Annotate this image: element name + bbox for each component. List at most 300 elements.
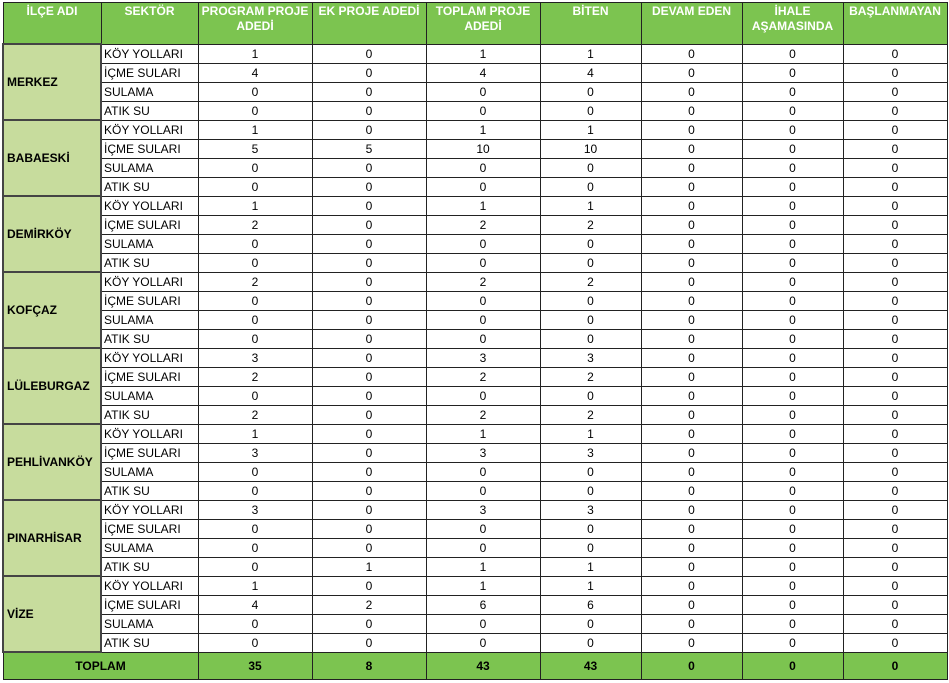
value-cell: 0 [742,576,843,595]
value-cell: 2 [426,272,540,291]
value-cell: 0 [742,500,843,519]
value-cell: 0 [540,253,641,272]
value-cell: 0 [843,120,947,139]
value-cell: 0 [312,576,426,595]
district-name: MERKEZ [3,44,101,120]
value-cell: 0 [843,462,947,481]
value-cell: 0 [426,101,540,120]
value-cell: 0 [426,386,540,405]
value-cell: 0 [312,44,426,63]
table-row [3,44,947,63]
value-cell: 0 [843,234,947,253]
value-cell: 0 [843,101,947,120]
table-row [3,481,947,500]
district-name: DEMİRKÖY [3,196,101,272]
value-cell: 0 [540,177,641,196]
value-cell: 0 [540,234,641,253]
value-cell: 0 [742,595,843,614]
table-row [3,462,947,481]
value-cell: 1 [426,196,540,215]
district-name: VİZE [3,576,101,652]
value-cell: 2 [198,272,312,291]
value-cell: 0 [312,424,426,443]
value-cell: 0 [426,253,540,272]
value-cell: 0 [198,538,312,557]
value-cell: 0 [312,329,426,348]
sector-name: İÇME SULARI [101,63,198,82]
value-cell: 1 [426,44,540,63]
value-cell: 0 [641,215,742,234]
value-cell: 0 [843,63,947,82]
table-row [3,424,947,443]
value-cell: 2 [198,405,312,424]
value-cell: 0 [540,291,641,310]
value-cell: 0 [426,158,540,177]
value-cell: 0 [641,443,742,462]
sector-name: SULAMA [101,234,198,253]
value-cell: 0 [641,519,742,538]
value-cell: 0 [312,367,426,386]
sector-name: İÇME SULARI [101,443,198,462]
value-cell: 0 [843,519,947,538]
value-cell: 0 [641,177,742,196]
sector-name: İÇME SULARI [101,139,198,158]
value-cell: 0 [843,177,947,196]
table-row [3,82,947,101]
value-cell: 1 [198,120,312,139]
table-row [3,519,947,538]
column-header-label: BİTEN [572,4,609,19]
sector-name: SULAMA [101,386,198,405]
value-cell: 0 [540,82,641,101]
column-header-label: BAŞLANMAYAN [849,4,941,19]
value-cell: 0 [742,462,843,481]
table-row [3,500,947,519]
header-row [3,3,947,45]
value-cell: 2 [540,272,641,291]
value-cell: 1 [312,557,426,576]
value-cell: 4 [540,63,641,82]
column-header [3,3,101,45]
value-cell: 5 [198,139,312,158]
value-cell: 3 [198,443,312,462]
value-cell: 0 [198,614,312,633]
value-cell: 1 [426,576,540,595]
value-cell: 0 [540,538,641,557]
value-cell: 0 [312,348,426,367]
value-cell: 4 [198,595,312,614]
table-row [3,139,947,158]
sector-name: KÖY YOLLARI [101,576,198,595]
table-row [3,595,947,614]
column-header [641,3,742,45]
value-cell: 0 [843,405,947,424]
value-cell: 0 [742,633,843,652]
district-name: LÜLEBURGAZ [3,348,101,424]
value-cell: 0 [641,424,742,443]
value-cell: 0 [742,405,843,424]
table-row [3,614,947,633]
table-row [3,557,947,576]
value-cell: 1 [426,424,540,443]
value-cell: 0 [641,557,742,576]
table-row [3,234,947,253]
value-cell: 0 [641,139,742,158]
value-cell: 0 [843,44,947,63]
value-cell: 0 [641,234,742,253]
value-cell: 0 [312,462,426,481]
value-cell: 4 [198,63,312,82]
column-header [426,3,540,45]
value-cell: 0 [641,614,742,633]
value-cell: 0 [742,424,843,443]
value-cell: 0 [742,272,843,291]
table-row [3,196,947,215]
sector-name: KÖY YOLLARI [101,44,198,63]
value-cell: 0 [198,82,312,101]
value-cell: 0 [312,196,426,215]
value-cell: 0 [540,310,641,329]
value-cell: 4 [426,63,540,82]
value-cell: 2 [426,405,540,424]
value-cell: 2 [540,367,641,386]
value-cell: 3 [426,443,540,462]
value-cell: 3 [198,348,312,367]
column-header-label: DEVAM EDEN [651,4,732,19]
table-row [3,253,947,272]
value-cell: 0 [742,538,843,557]
table-row [3,215,947,234]
value-cell: 0 [641,405,742,424]
value-cell: 0 [426,177,540,196]
value-cell: 0 [312,253,426,272]
value-cell: 0 [641,196,742,215]
value-cell: 0 [843,633,947,652]
value-cell: 1 [540,196,641,215]
value-cell: 0 [312,481,426,500]
value-cell: 0 [742,253,843,272]
table-row [3,272,947,291]
total-row [3,652,947,680]
value-cell: 2 [198,367,312,386]
value-cell: 0 [198,253,312,272]
table-row [3,386,947,405]
sector-name: ATIK SU [101,177,198,196]
value-cell: 0 [198,633,312,652]
value-cell: 0 [742,120,843,139]
column-header [742,3,843,45]
value-cell: 0 [198,310,312,329]
value-cell: 3 [426,500,540,519]
value-cell: 3 [426,348,540,367]
value-cell: 0 [426,614,540,633]
column-header-label: İLÇE ADI [26,4,78,18]
column-header [312,3,426,45]
sector-name: KÖY YOLLARI [101,272,198,291]
value-cell: 0 [198,557,312,576]
value-cell: 0 [742,329,843,348]
value-cell: 0 [198,481,312,500]
value-cell: 0 [641,538,742,557]
table-row [3,158,947,177]
table-row [3,63,947,82]
table-row [3,443,947,462]
column-header-label: TOPLAM PROJE ADEDİ [435,4,531,34]
value-cell: 0 [742,291,843,310]
value-cell: 0 [198,234,312,253]
total-value: 8 [312,652,426,680]
value-cell: 0 [843,595,947,614]
value-cell: 0 [312,272,426,291]
table-row [3,405,947,424]
value-cell: 0 [843,310,947,329]
value-cell: 1 [540,44,641,63]
value-cell: 6 [426,595,540,614]
value-cell: 10 [540,139,641,158]
value-cell: 1 [198,44,312,63]
table-row [3,310,947,329]
sector-name: KÖY YOLLARI [101,424,198,443]
value-cell: 0 [426,310,540,329]
table-row [3,291,947,310]
column-header [198,3,312,45]
value-cell: 0 [641,633,742,652]
value-cell: 6 [540,595,641,614]
table-row [3,538,947,557]
total-value: 0 [843,652,947,680]
table-body [3,44,947,652]
sector-name: ATIK SU [101,633,198,652]
value-cell: 1 [540,576,641,595]
value-cell: 1 [198,576,312,595]
column-header-label: EK PROJE ADEDİ [318,4,420,19]
value-cell: 0 [641,595,742,614]
value-cell: 0 [742,386,843,405]
value-cell: 0 [426,234,540,253]
value-cell: 0 [198,462,312,481]
value-cell: 0 [426,481,540,500]
value-cell: 0 [641,348,742,367]
value-cell: 3 [540,348,641,367]
sector-name: ATIK SU [101,481,198,500]
sector-name: İÇME SULARI [101,215,198,234]
value-cell: 0 [843,481,947,500]
district-name: KOFÇAZ [3,272,101,348]
value-cell: 0 [843,291,947,310]
value-cell: 2 [198,215,312,234]
value-cell: 0 [198,519,312,538]
value-cell: 0 [312,63,426,82]
value-cell: 0 [742,481,843,500]
value-cell: 0 [641,291,742,310]
table-row [3,633,947,652]
project-status-table [2,2,948,680]
value-cell: 0 [540,519,641,538]
sector-name: KÖY YOLLARI [101,196,198,215]
value-cell: 0 [742,557,843,576]
column-header [843,3,947,45]
total-value: 43 [540,652,641,680]
value-cell: 0 [641,462,742,481]
value-cell: 2 [426,367,540,386]
value-cell: 0 [742,348,843,367]
value-cell: 0 [641,386,742,405]
value-cell: 0 [843,272,947,291]
value-cell: 0 [641,310,742,329]
value-cell: 0 [426,633,540,652]
value-cell: 0 [843,443,947,462]
value-cell: 2 [540,215,641,234]
value-cell: 0 [312,177,426,196]
sector-name: İÇME SULARI [101,595,198,614]
value-cell: 0 [641,329,742,348]
table-row [3,329,947,348]
value-cell: 0 [312,291,426,310]
value-cell: 0 [742,215,843,234]
value-cell: 0 [426,82,540,101]
value-cell: 0 [312,101,426,120]
sector-name: KÖY YOLLARI [101,500,198,519]
value-cell: 0 [742,519,843,538]
column-header-label: İHALE AŞAMASINDA [751,4,834,34]
value-cell: 0 [426,538,540,557]
sector-name: İÇME SULARI [101,291,198,310]
sector-name: İÇME SULARI [101,519,198,538]
value-cell: 0 [540,481,641,500]
value-cell: 0 [312,538,426,557]
sector-name: İÇME SULARI [101,367,198,386]
value-cell: 10 [426,139,540,158]
value-cell: 0 [198,101,312,120]
sector-name: SULAMA [101,82,198,101]
value-cell: 0 [843,538,947,557]
value-cell: 0 [641,500,742,519]
value-cell: 0 [843,139,947,158]
table-row [3,177,947,196]
table-row [3,101,947,120]
value-cell: 3 [198,500,312,519]
value-cell: 0 [540,614,641,633]
table-row [3,367,947,386]
column-header-label: SEKTÖR [124,4,175,19]
value-cell: 0 [540,462,641,481]
value-cell: 0 [641,367,742,386]
table-row [3,576,947,595]
value-cell: 0 [843,329,947,348]
value-cell: 0 [742,310,843,329]
value-cell: 0 [742,196,843,215]
total-value: 43 [426,652,540,680]
value-cell: 0 [540,158,641,177]
sector-name: SULAMA [101,462,198,481]
value-cell: 1 [426,120,540,139]
value-cell: 0 [426,291,540,310]
value-cell: 0 [312,633,426,652]
value-cell: 0 [312,443,426,462]
value-cell: 0 [641,101,742,120]
total-label: TOPLAM [3,652,198,680]
value-cell: 0 [843,386,947,405]
value-cell: 0 [540,101,641,120]
value-cell: 0 [843,576,947,595]
value-cell: 0 [843,196,947,215]
value-cell: 0 [641,576,742,595]
sector-name: ATIK SU [101,329,198,348]
value-cell: 0 [843,215,947,234]
value-cell: 0 [312,82,426,101]
value-cell: 0 [198,158,312,177]
total-value: 0 [641,652,742,680]
value-cell: 0 [426,462,540,481]
value-cell: 0 [198,291,312,310]
value-cell: 1 [198,424,312,443]
table-row [3,348,947,367]
value-cell: 0 [312,386,426,405]
value-cell: 2 [540,405,641,424]
value-cell: 0 [843,557,947,576]
sector-name: SULAMA [101,614,198,633]
value-cell: 0 [742,234,843,253]
total-value: 35 [198,652,312,680]
value-cell: 5 [312,139,426,158]
value-cell: 0 [843,367,947,386]
sector-name: KÖY YOLLARI [101,120,198,139]
value-cell: 0 [312,405,426,424]
district-name: BABAESKİ [3,120,101,196]
value-cell: 1 [426,557,540,576]
value-cell: 0 [843,158,947,177]
value-cell: 2 [426,215,540,234]
value-cell: 0 [540,329,641,348]
value-cell: 1 [198,196,312,215]
value-cell: 0 [843,500,947,519]
value-cell: 0 [843,82,947,101]
value-cell: 3 [540,443,641,462]
value-cell: 1 [540,557,641,576]
value-cell: 0 [742,367,843,386]
value-cell: 0 [312,215,426,234]
value-cell: 0 [742,177,843,196]
value-cell: 0 [312,614,426,633]
value-cell: 0 [742,614,843,633]
sector-name: ATIK SU [101,405,198,424]
value-cell: 2 [312,595,426,614]
total-value: 0 [742,652,843,680]
value-cell: 0 [198,329,312,348]
sector-name: SULAMA [101,310,198,329]
column-header [540,3,641,45]
value-cell: 0 [641,272,742,291]
value-cell: 0 [540,386,641,405]
value-cell: 0 [641,253,742,272]
value-cell: 1 [540,424,641,443]
value-cell: 0 [742,63,843,82]
value-cell: 0 [312,158,426,177]
sector-name: ATIK SU [101,253,198,272]
value-cell: 3 [540,500,641,519]
value-cell: 1 [540,120,641,139]
column-header [101,3,198,45]
value-cell: 0 [641,44,742,63]
column-header-label: PROGRAM PROJE ADEDİ [201,4,309,34]
value-cell: 0 [641,158,742,177]
value-cell: 0 [641,481,742,500]
sector-name: SULAMA [101,158,198,177]
sector-name: ATIK SU [101,557,198,576]
table-row [3,120,947,139]
sector-name: ATIK SU [101,101,198,120]
value-cell: 0 [641,120,742,139]
